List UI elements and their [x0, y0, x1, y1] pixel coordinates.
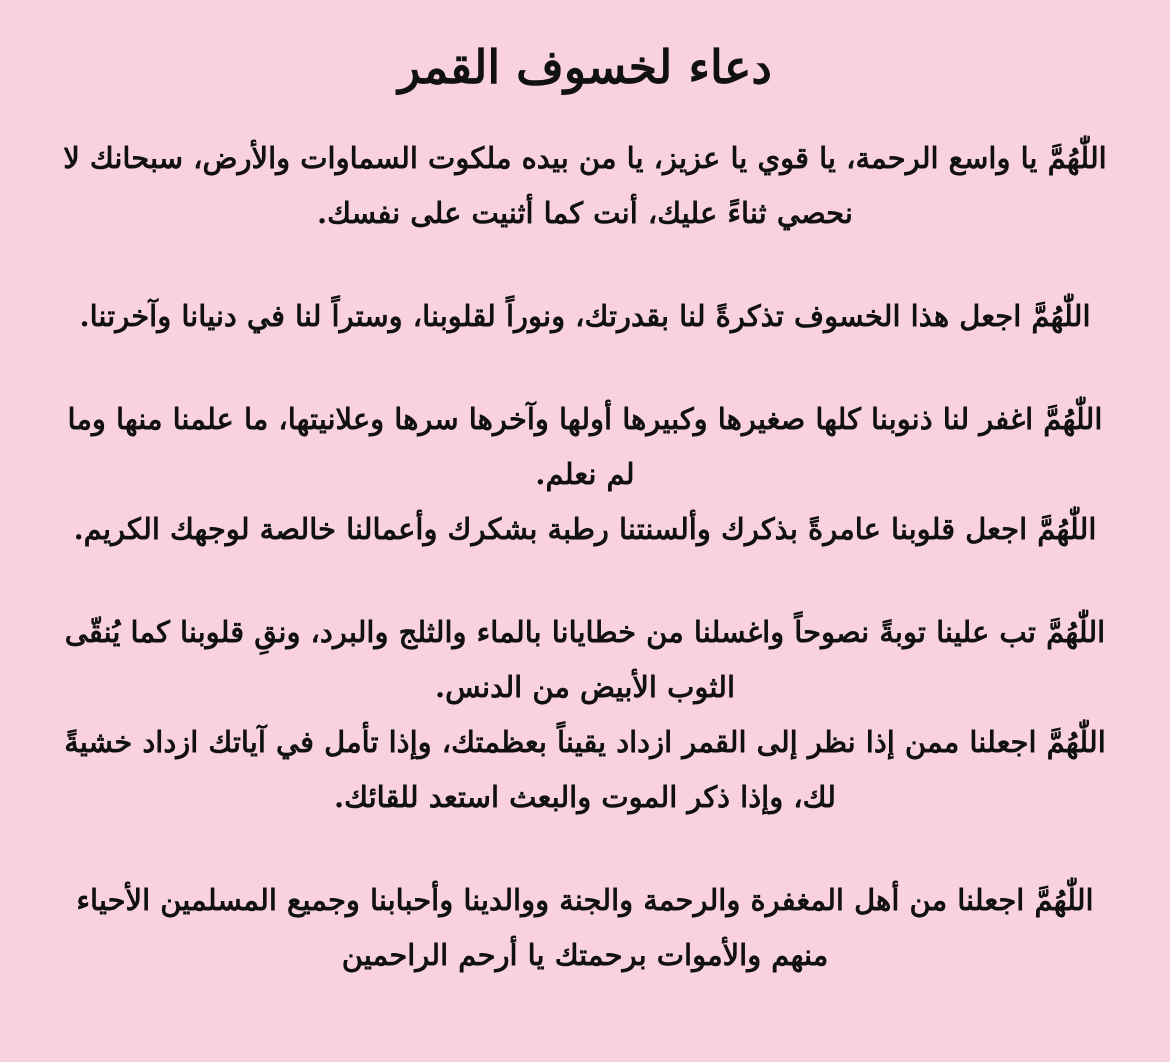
- dua-paragraph: اللّٰهُمَّ اجعلنا من أهل المغفرة والرحمة والجنة ووالدينا وأحبابنا وجميع المسلمين الأحياء منهم والأموات برحمتك يا أرحم الراحمين: [76, 883, 1094, 973]
- dua-paragraph: اللّٰهُمَّ يا واسع الرحمة، يا قوي يا عزيز، يا من بيده ملكوت السماوات والأرض، سبحانك لا نحصي ثناءً عليك، أنت كما أثنيت على نفسك.: [63, 141, 1107, 231]
- dua-paragraph: اللّٰهُمَّ اجعل قلوبنا عامرةً بذكرك وألسنتنا رطبة بشكرك وأعمالنا خالصة لوجهك الكريم.: [73, 512, 1097, 547]
- dua-paragraph: اللّٰهُمَّ تب علينا توبةً نصوحاً واغسلنا من خطايانا بالماء والثلج والبرد، ونقِ قلوبنا كما يُنقّى الثوب الأبيض من الدنس.: [64, 615, 1106, 705]
- dua-paragraph: اللّٰهُمَّ اجعل هذا الخسوف تذكرةً لنا بقدرتك، ونوراً لقلوبنا، وستراً لنا في دنيانا وآخرتنا.: [79, 299, 1091, 334]
- dua-paragraph: اللّٰهُمَّ اجعلنا ممن إذا نظر إلى القمر ازداد يقيناً بعظمتك، وإذا تأمل في آياتك ازداد خشيةً لك، وإذا ذكر الموت والبعث استعد للقائك.: [64, 725, 1106, 815]
- page-title: دعاء لخسوف القمر: [398, 40, 772, 94]
- dua-paragraph: اللّٰهُمَّ اغفر لنا ذنوبنا كلها صغيرها وكبيرها أولها وآخرها سرها وعلانيتها، ما علمنا منها وما لم نعلم.: [67, 402, 1103, 492]
